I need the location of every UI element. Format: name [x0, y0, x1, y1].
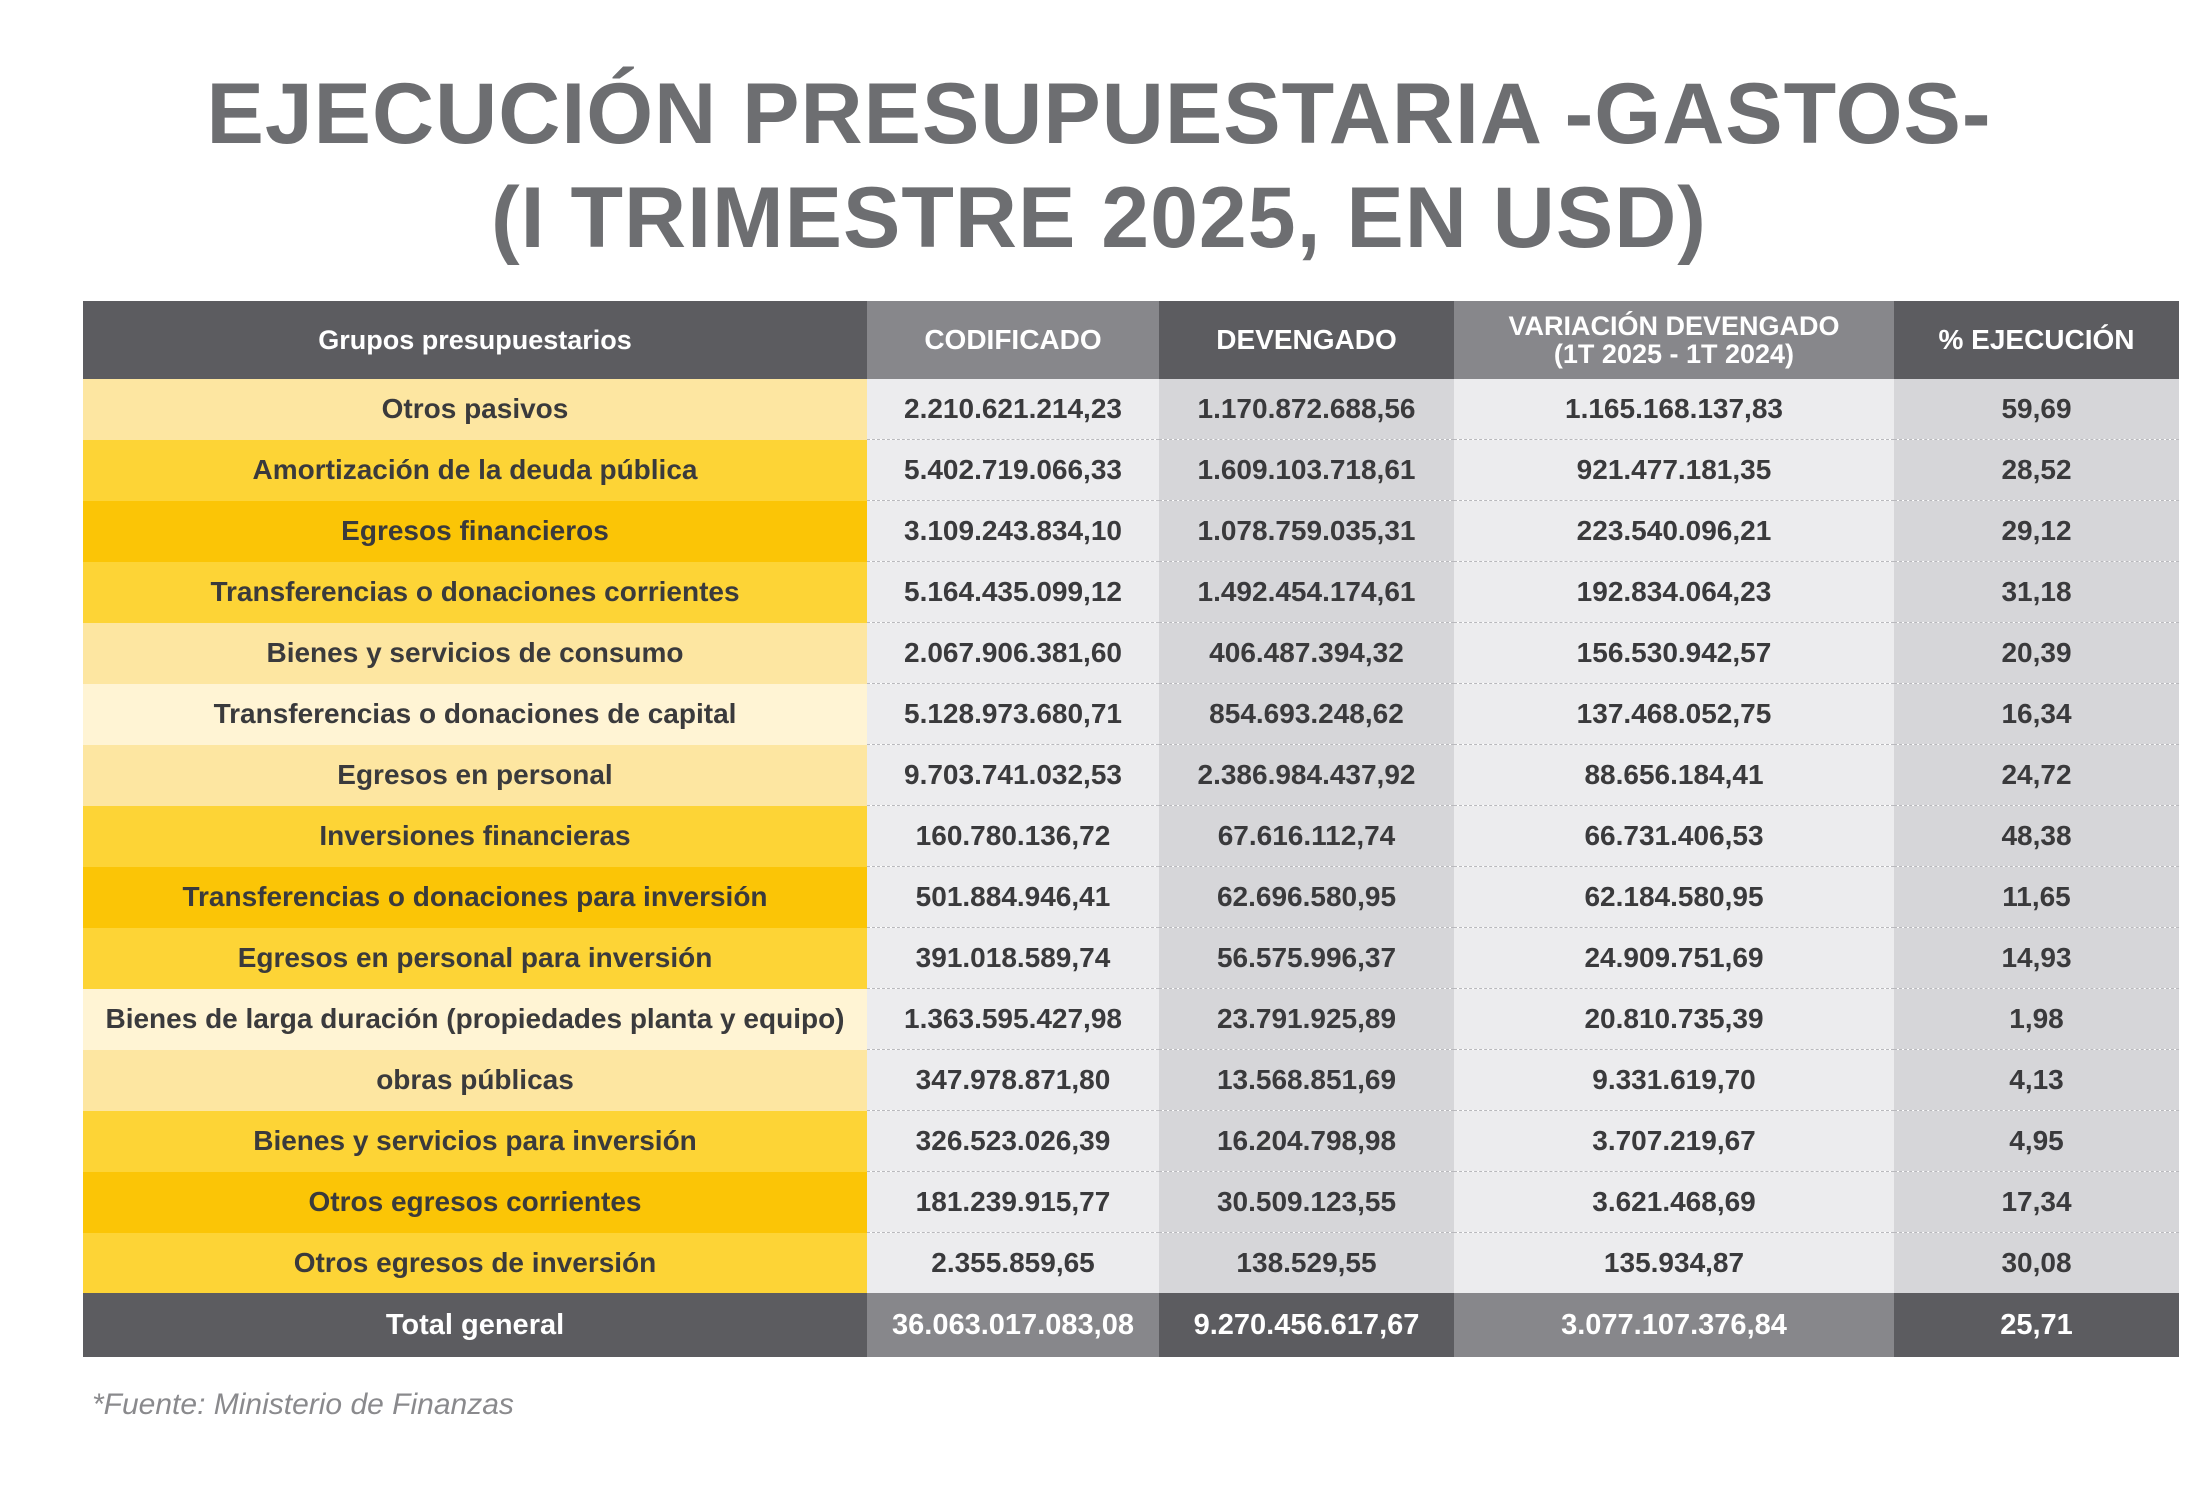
- row-variacion: 135.934,87: [1454, 1233, 1894, 1294]
- row-devengado: 1.078.759.035,31: [1159, 501, 1454, 562]
- row-ejecucion: 31,18: [1894, 562, 2179, 623]
- row-codificado: 391.018.589,74: [867, 928, 1159, 989]
- table-row: [83, 745, 2179, 806]
- row-codificado: 160.780.136,72: [867, 806, 1159, 867]
- header-variacion: [1454, 301, 1894, 379]
- row-group-label: Egresos financieros: [83, 501, 867, 562]
- row-ejecucion: 24,72: [1894, 745, 2179, 806]
- table-row: [83, 440, 2179, 501]
- table-row: [83, 867, 2179, 928]
- row-group-label: Transferencias o donaciones de capital: [83, 684, 867, 745]
- table-row: [83, 928, 2179, 989]
- table-row: [83, 562, 2179, 623]
- row-ejecucion: 48,38: [1894, 806, 2179, 867]
- row-variacion: 9.331.619,70: [1454, 1050, 1894, 1111]
- total-label: Total general: [83, 1293, 867, 1357]
- row-variacion: 1.165.168.137,83: [1454, 379, 1894, 440]
- row-group-label: Bienes y servicios de consumo: [83, 623, 867, 684]
- row-variacion: 223.540.096,21: [1454, 501, 1894, 562]
- row-ejecucion: 4,13: [1894, 1050, 2179, 1111]
- row-group-label: Amortización de la deuda pública: [83, 440, 867, 501]
- row-codificado: 181.239.915,77: [867, 1172, 1159, 1233]
- row-codificado: 2.355.859,65: [867, 1233, 1159, 1294]
- row-variacion: 137.468.052,75: [1454, 684, 1894, 745]
- row-devengado: 854.693.248,62: [1159, 684, 1454, 745]
- row-variacion: 88.656.184,41: [1454, 745, 1894, 806]
- row-ejecucion: 1,98: [1894, 989, 2179, 1050]
- row-group-label: Otros egresos de inversión: [83, 1233, 867, 1294]
- row-devengado: 23.791.925,89: [1159, 989, 1454, 1050]
- row-variacion: 24.909.751,69: [1454, 928, 1894, 989]
- table-row: [83, 806, 2179, 867]
- table-row: [83, 1050, 2179, 1111]
- row-devengado: 1.609.103.718,61: [1159, 440, 1454, 501]
- row-group-label: Egresos en personal para inversión: [83, 928, 867, 989]
- total-devengado: 9.270.456.617,67: [1159, 1293, 1454, 1357]
- header-ejecucion: % EJECUCIÓN: [1894, 301, 2179, 379]
- table-row: [83, 623, 2179, 684]
- table-row: [83, 1111, 2179, 1172]
- row-devengado: 1.170.872.688,56: [1159, 379, 1454, 440]
- source-note: *Fuente: Ministerio de Finanzas: [92, 1388, 514, 1421]
- row-group-label: Transferencias o donaciones corrientes: [83, 562, 867, 623]
- row-codificado: 5.128.973.680,71: [867, 684, 1159, 745]
- row-ejecucion: 17,34: [1894, 1172, 2179, 1233]
- row-codificado: 1.363.595.427,98: [867, 989, 1159, 1050]
- row-group-label: Otros egresos corrientes: [83, 1172, 867, 1233]
- row-group-label: Otros pasivos: [83, 379, 867, 440]
- row-devengado: 1.492.454.174,61: [1159, 562, 1454, 623]
- row-group-label: obras públicas: [83, 1050, 867, 1111]
- row-variacion: 20.810.735,39: [1454, 989, 1894, 1050]
- total-ejecucion: 25,71: [1894, 1293, 2179, 1357]
- row-group-label: Inversiones financieras: [83, 806, 867, 867]
- row-ejecucion: 16,34: [1894, 684, 2179, 745]
- total-codificado: 36.063.017.083,08: [867, 1293, 1159, 1357]
- page-title: [0, 62, 2198, 270]
- row-ejecucion: 14,93: [1894, 928, 2179, 989]
- title-line-1: EJECUCIÓN PRESUPUESTARIA -GASTOS-: [206, 66, 1992, 162]
- row-devengado: 138.529,55: [1159, 1233, 1454, 1294]
- row-codificado: 326.523.026,39: [867, 1111, 1159, 1172]
- row-codificado: 2.067.906.381,60: [867, 623, 1159, 684]
- table-row: [83, 989, 2179, 1050]
- header-devengado: DEVENGADO: [1159, 301, 1454, 379]
- row-ejecucion: 59,69: [1894, 379, 2179, 440]
- row-codificado: 9.703.741.032,53: [867, 745, 1159, 806]
- row-ejecucion: 4,95: [1894, 1111, 2179, 1172]
- row-ejecucion: 20,39: [1894, 623, 2179, 684]
- row-codificado: 5.402.719.066,33: [867, 440, 1159, 501]
- row-group-label: Bienes y servicios para inversión: [83, 1111, 867, 1172]
- row-group-label: Transferencias o donaciones para inversión: [83, 867, 867, 928]
- header-grupos: Grupos presupuestarios: [83, 301, 867, 379]
- row-codificado: 347.978.871,80: [867, 1050, 1159, 1111]
- table-row: [83, 379, 2179, 440]
- row-devengado: 30.509.123,55: [1159, 1172, 1454, 1233]
- row-ejecucion: 30,08: [1894, 1233, 2179, 1294]
- table-header-row: [83, 301, 2179, 379]
- row-devengado: 406.487.394,32: [1159, 623, 1454, 684]
- table-row: [83, 1233, 2179, 1294]
- row-devengado: 56.575.996,37: [1159, 928, 1454, 989]
- row-variacion: 3.621.468,69: [1454, 1172, 1894, 1233]
- row-ejecucion: 29,12: [1894, 501, 2179, 562]
- row-ejecucion: 28,52: [1894, 440, 2179, 501]
- table-body: [83, 379, 2179, 1293]
- total-row: [83, 1293, 2179, 1357]
- row-codificado: 5.164.435.099,12: [867, 562, 1159, 623]
- row-devengado: 13.568.851,69: [1159, 1050, 1454, 1111]
- row-devengado: 62.696.580,95: [1159, 867, 1454, 928]
- row-devengado: 16.204.798,98: [1159, 1111, 1454, 1172]
- total-variacion: 3.077.107.376,84: [1454, 1293, 1894, 1357]
- row-codificado: 2.210.621.214,23: [867, 379, 1159, 440]
- table-row: [83, 1172, 2179, 1233]
- row-devengado: 67.616.112,74: [1159, 806, 1454, 867]
- budget-table: [83, 301, 2179, 1357]
- table-row: [83, 684, 2179, 745]
- title-line-2: (I TRIMESTRE 2025, EN USD): [491, 170, 1707, 266]
- row-variacion: 156.530.942,57: [1454, 623, 1894, 684]
- table-row: [83, 501, 2179, 562]
- row-group-label: Bienes de larga duración (propiedades planta y equipo): [83, 989, 867, 1050]
- row-group-label: Egresos en personal: [83, 745, 867, 806]
- header-variacion-line2: (1T 2025 - 1T 2024): [1553, 339, 1795, 369]
- header-codificado: CODIFICADO: [867, 301, 1159, 379]
- row-ejecucion: 11,65: [1894, 867, 2179, 928]
- row-variacion: 66.731.406,53: [1454, 806, 1894, 867]
- row-codificado: 3.109.243.834,10: [867, 501, 1159, 562]
- row-devengado: 2.386.984.437,92: [1159, 745, 1454, 806]
- row-codificado: 501.884.946,41: [867, 867, 1159, 928]
- row-variacion: 192.834.064,23: [1454, 562, 1894, 623]
- row-variacion: 62.184.580,95: [1454, 867, 1894, 928]
- header-variacion-line1: VARIACIÓN DEVENGADO: [1508, 311, 1840, 341]
- row-variacion: 921.477.181,35: [1454, 440, 1894, 501]
- row-variacion: 3.707.219,67: [1454, 1111, 1894, 1172]
